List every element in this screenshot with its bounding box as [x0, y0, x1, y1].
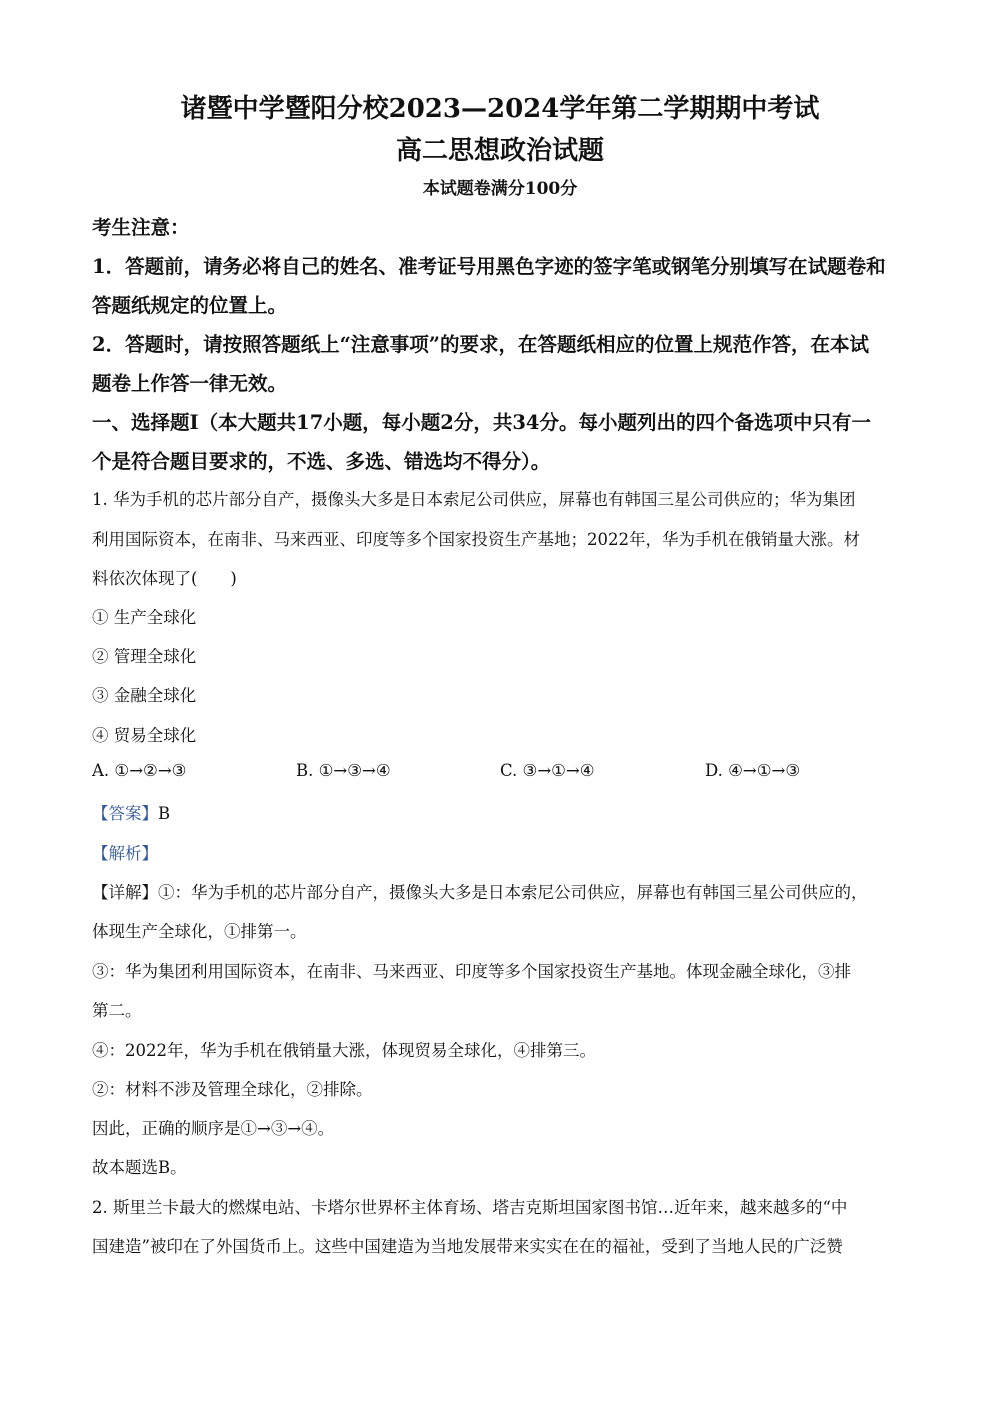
notice-item-1-line-1: 1．答题前，请务必将自己的姓名、准考证号用黑色字迹的签字笔或钢笔分别填写在试题卷和	[92, 255, 886, 278]
exam-title: 诸暨中学暨阳分校2023—2024学年第二学期期中考试	[180, 94, 820, 124]
q1-statement: ④ 贸易全球化	[92, 726, 197, 745]
q1-detail-line-6: ②：材料不涉及管理全球化，②排除。	[92, 1080, 373, 1099]
answer-value: B	[158, 804, 171, 823]
q1-detail-line-5: ④：2022年，华为手机在俄销量大涨，体现贸易全球化，④排第三。	[92, 1041, 596, 1060]
q1-statement: ③ 金融全球化	[92, 686, 197, 705]
notice-item-1-line-2: 答题纸规定的位置上。	[92, 294, 288, 317]
section-1-heading-line-2: 个是符合题目要求的，不选、多选、错选均不得分）。	[92, 450, 551, 473]
q1-stem-line-1: 1. 华为手机的芯片部分自产，摄像头大多是日本索尼公司供应，屏幕也有韩国三星公司供应的；华为集团	[92, 490, 856, 509]
detail-text: ①：华为手机的芯片部分自产，摄像头大多是日本索尼公司供应，屏幕也有韩国三星公司供应的，	[158, 883, 868, 902]
q1-option-d: D. ④→①→③	[705, 761, 801, 780]
score-note: 本试题卷满分100分	[422, 179, 578, 199]
q1-stem-line-2: 利用国际资本，在南非、马来西亚、印度等多个国家投资生产基地；2022年，华为手机在俄销量大涨。材	[92, 530, 860, 549]
q1-option-a: A. ①→②→③	[92, 761, 187, 780]
q1-detail-line-2: 体现生产全球化，①排第一。	[92, 922, 307, 941]
section-1-heading-line-1: 一、选择题Ⅰ（本大题共17小题，每小题2分，共34分。每小题列出的四个备选项中只有一	[92, 411, 871, 434]
analysis-tag: 【解析】	[92, 844, 158, 863]
q1-detail-line-8: 故本题选B。	[92, 1158, 187, 1177]
notice-item-2-line-2: 题卷上作答一律无效。	[92, 372, 288, 395]
detail-tag: 【详解】	[92, 883, 158, 902]
q1-detail-line-7: 因此，正确的顺序是①→③→④。	[92, 1119, 335, 1138]
q1-statement: ① 生产全球化	[92, 608, 197, 627]
q1-detail-line-3: ③：华为集团利用国际资本，在南非、马来西亚、印度等多个国家投资生产基地。体现金融全球化，③排	[92, 962, 851, 981]
exam-subject-title: 高二思想政治试题	[395, 136, 604, 166]
answer-tag: 【答案】	[92, 804, 158, 823]
q1-detail-line-1	[92, 879, 868, 903]
notice-heading: 考生注意：	[92, 216, 190, 239]
notice-item-2-line-1: 2．答题时，请按照答题纸上“注意事项”的要求，在答题纸相应的位置上规范作答，在本试	[92, 333, 870, 356]
q1-stem-line-3: 料依次体现了( )	[92, 569, 237, 588]
q1-option-b: B. ①→③→④	[296, 761, 391, 780]
q2-stem-line-2: 国建造”被印在了外国货币上。这些中国建造为当地发展带来实实在在的福祉，受到了当地人民的广泛赞	[92, 1237, 843, 1256]
q1-detail-line-4: 第二。	[92, 1001, 142, 1020]
q1-statement: ② 管理全球化	[92, 647, 197, 666]
q2-stem-line-1: 2. 斯里兰卡最大的燃煤电站、卡塔尔世界杯主体育场、塔吉克斯坦国家图书馆…近年来，越来越多的“中	[92, 1198, 848, 1217]
q1-option-c: C. ③→①→④	[500, 761, 595, 780]
q1-answer	[92, 800, 170, 824]
